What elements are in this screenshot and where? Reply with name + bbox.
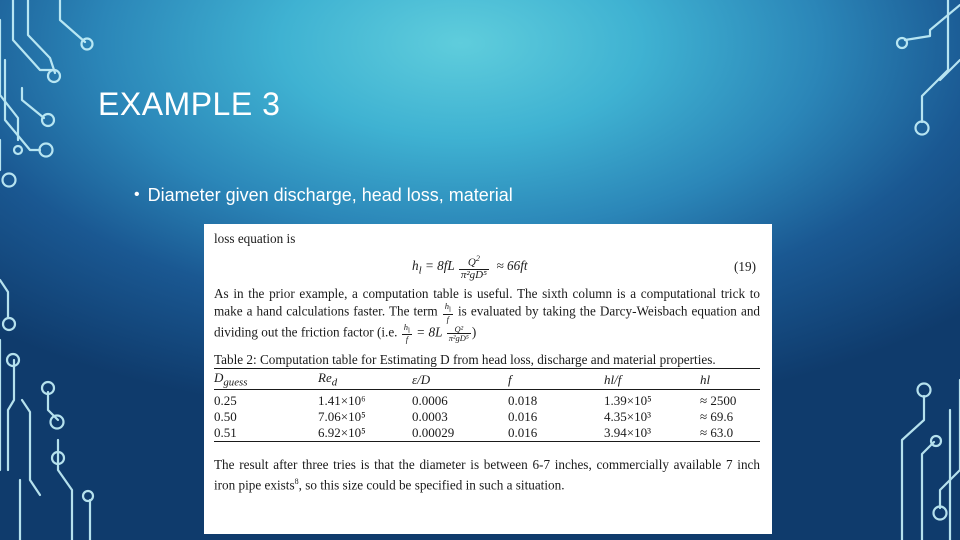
term-fraction bbox=[443, 302, 453, 323]
circuit-node bbox=[42, 114, 54, 126]
equation-number: (19) bbox=[734, 259, 756, 274]
circuit-trace bbox=[60, 0, 85, 42]
eq-numerator: Q bbox=[467, 256, 476, 269]
table-row bbox=[214, 389, 760, 409]
term-num-sub: l bbox=[448, 305, 451, 314]
circuit-trace bbox=[13, 0, 52, 70]
footnote-marker: 8 bbox=[294, 476, 299, 486]
header-re: $Re_d$ bbox=[318, 370, 338, 389]
table-row bbox=[214, 409, 760, 425]
table-cell: ≈ 63.0 bbox=[700, 424, 734, 440]
table-header-row bbox=[214, 369, 760, 390]
inline-eq-den: π²gD⁵ bbox=[448, 332, 469, 343]
eq-lhs-sub: l bbox=[418, 264, 422, 277]
circuit-trace bbox=[902, 396, 924, 540]
eq-approx: ≈ 66ft bbox=[496, 257, 528, 273]
circuit-trace bbox=[0, 20, 18, 140]
table-cell: 0.018 bbox=[508, 392, 538, 408]
inline-lhs-den: f bbox=[405, 334, 409, 345]
computation-table bbox=[214, 368, 760, 442]
circuit-trace bbox=[58, 440, 72, 540]
doc-paragraph bbox=[214, 285, 760, 343]
doc-conclusion bbox=[214, 456, 760, 493]
circuit-node bbox=[82, 39, 93, 50]
circuit-node bbox=[14, 146, 22, 154]
inline-lhs-num-sub: l bbox=[408, 326, 410, 335]
inline-eq-num: Q² bbox=[454, 323, 464, 334]
table-row bbox=[214, 425, 760, 442]
inline-eq-fraction bbox=[447, 325, 471, 342]
eq-numerator-sup: 2 bbox=[475, 254, 480, 263]
circuit-node bbox=[3, 318, 15, 330]
eq-fraction bbox=[459, 253, 489, 281]
circuit-node bbox=[83, 491, 93, 501]
circuit-trace bbox=[22, 88, 44, 118]
header-hl-over-f: hl/f bbox=[604, 371, 622, 387]
table-cell: 0.0003 bbox=[412, 408, 448, 424]
term-den: f bbox=[446, 313, 450, 324]
paragraph-end: ) bbox=[471, 324, 477, 340]
table-caption: Table 2: Computation table for Estimating D from head loss, discharge and material properties. bbox=[214, 352, 716, 368]
circuit-node bbox=[931, 436, 941, 446]
circuit-trace bbox=[0, 280, 8, 318]
conclusion-text: The result after three tries is that the diameter is between 6-7 inches, commercially available 7 inch iron pipe exists bbox=[214, 456, 760, 493]
eq-denominator: π²gD⁵ bbox=[460, 268, 487, 281]
inline-eq-lhs bbox=[402, 323, 412, 344]
table-cell: 6.92×10⁵ bbox=[318, 424, 366, 440]
table-cell: 0.51 bbox=[214, 424, 237, 440]
bullet-text: Diameter given discharge, head loss, material bbox=[147, 185, 513, 205]
table-cell: 0.00029 bbox=[412, 424, 455, 440]
paragraph-text: As in the prior example, a computation table is useful. The sixth column is a computational trick to make a hand calculations faster. The term bbox=[214, 286, 760, 319]
header-roughness: ε/D bbox=[412, 371, 431, 387]
table-cell: 0.016 bbox=[508, 408, 538, 424]
equation-body bbox=[412, 253, 528, 281]
circuit-node bbox=[916, 122, 929, 135]
circuit-trace bbox=[922, 442, 934, 540]
conclusion-end: , so this size could be specified in such a situation. bbox=[298, 477, 565, 493]
header-f: f bbox=[508, 371, 512, 387]
table-cell: 0.50 bbox=[214, 408, 237, 424]
inline-lhs-num: h bbox=[403, 321, 409, 332]
table-cell: 1.41×10⁶ bbox=[318, 392, 366, 408]
circuit-trace bbox=[8, 360, 14, 470]
eq-lhs: h bbox=[412, 257, 419, 273]
eq-rhs-prefix: = 8fL bbox=[424, 257, 455, 273]
document-image bbox=[204, 224, 772, 534]
equation-19 bbox=[214, 247, 760, 281]
bullet-item bbox=[134, 185, 513, 206]
circuit-trace bbox=[940, 60, 960, 80]
circuit-trace bbox=[905, 5, 960, 40]
circuit-trace bbox=[22, 400, 40, 495]
term-num: h bbox=[444, 301, 449, 311]
table-cell: ≈ 2500 bbox=[700, 392, 737, 408]
table-cell: 4.35×10³ bbox=[604, 408, 651, 424]
circuit-node bbox=[3, 174, 16, 187]
circuit-node bbox=[897, 38, 907, 48]
table-cell: 0.0006 bbox=[412, 392, 448, 408]
paragraph-cont: is evaluated by taking the Darcy-Weisbach equation and dividing out the friction factor (i.e. bbox=[214, 303, 761, 340]
circuit-node bbox=[40, 144, 53, 157]
header-hl: hl bbox=[700, 371, 711, 387]
circuit-node bbox=[918, 384, 931, 397]
table-cell: 3.94×10³ bbox=[604, 424, 651, 440]
table-cell: 7.06×10⁵ bbox=[318, 408, 366, 424]
table-cell: 0.016 bbox=[508, 424, 538, 440]
header-d-guess: $D_{guess}$ bbox=[214, 370, 248, 389]
inline-eq-rhs: = 8L bbox=[416, 324, 443, 340]
table-cell: 1.39×10⁵ bbox=[604, 392, 652, 408]
table-cell: 0.25 bbox=[214, 392, 237, 408]
bullet-dot-icon: • bbox=[134, 186, 140, 203]
table-cell: ≈ 69.6 bbox=[700, 408, 734, 424]
slide-title: EXAMPLE 3 bbox=[98, 86, 281, 122]
circuit-trace bbox=[5, 60, 40, 150]
doc-intro: loss equation is bbox=[214, 231, 296, 246]
